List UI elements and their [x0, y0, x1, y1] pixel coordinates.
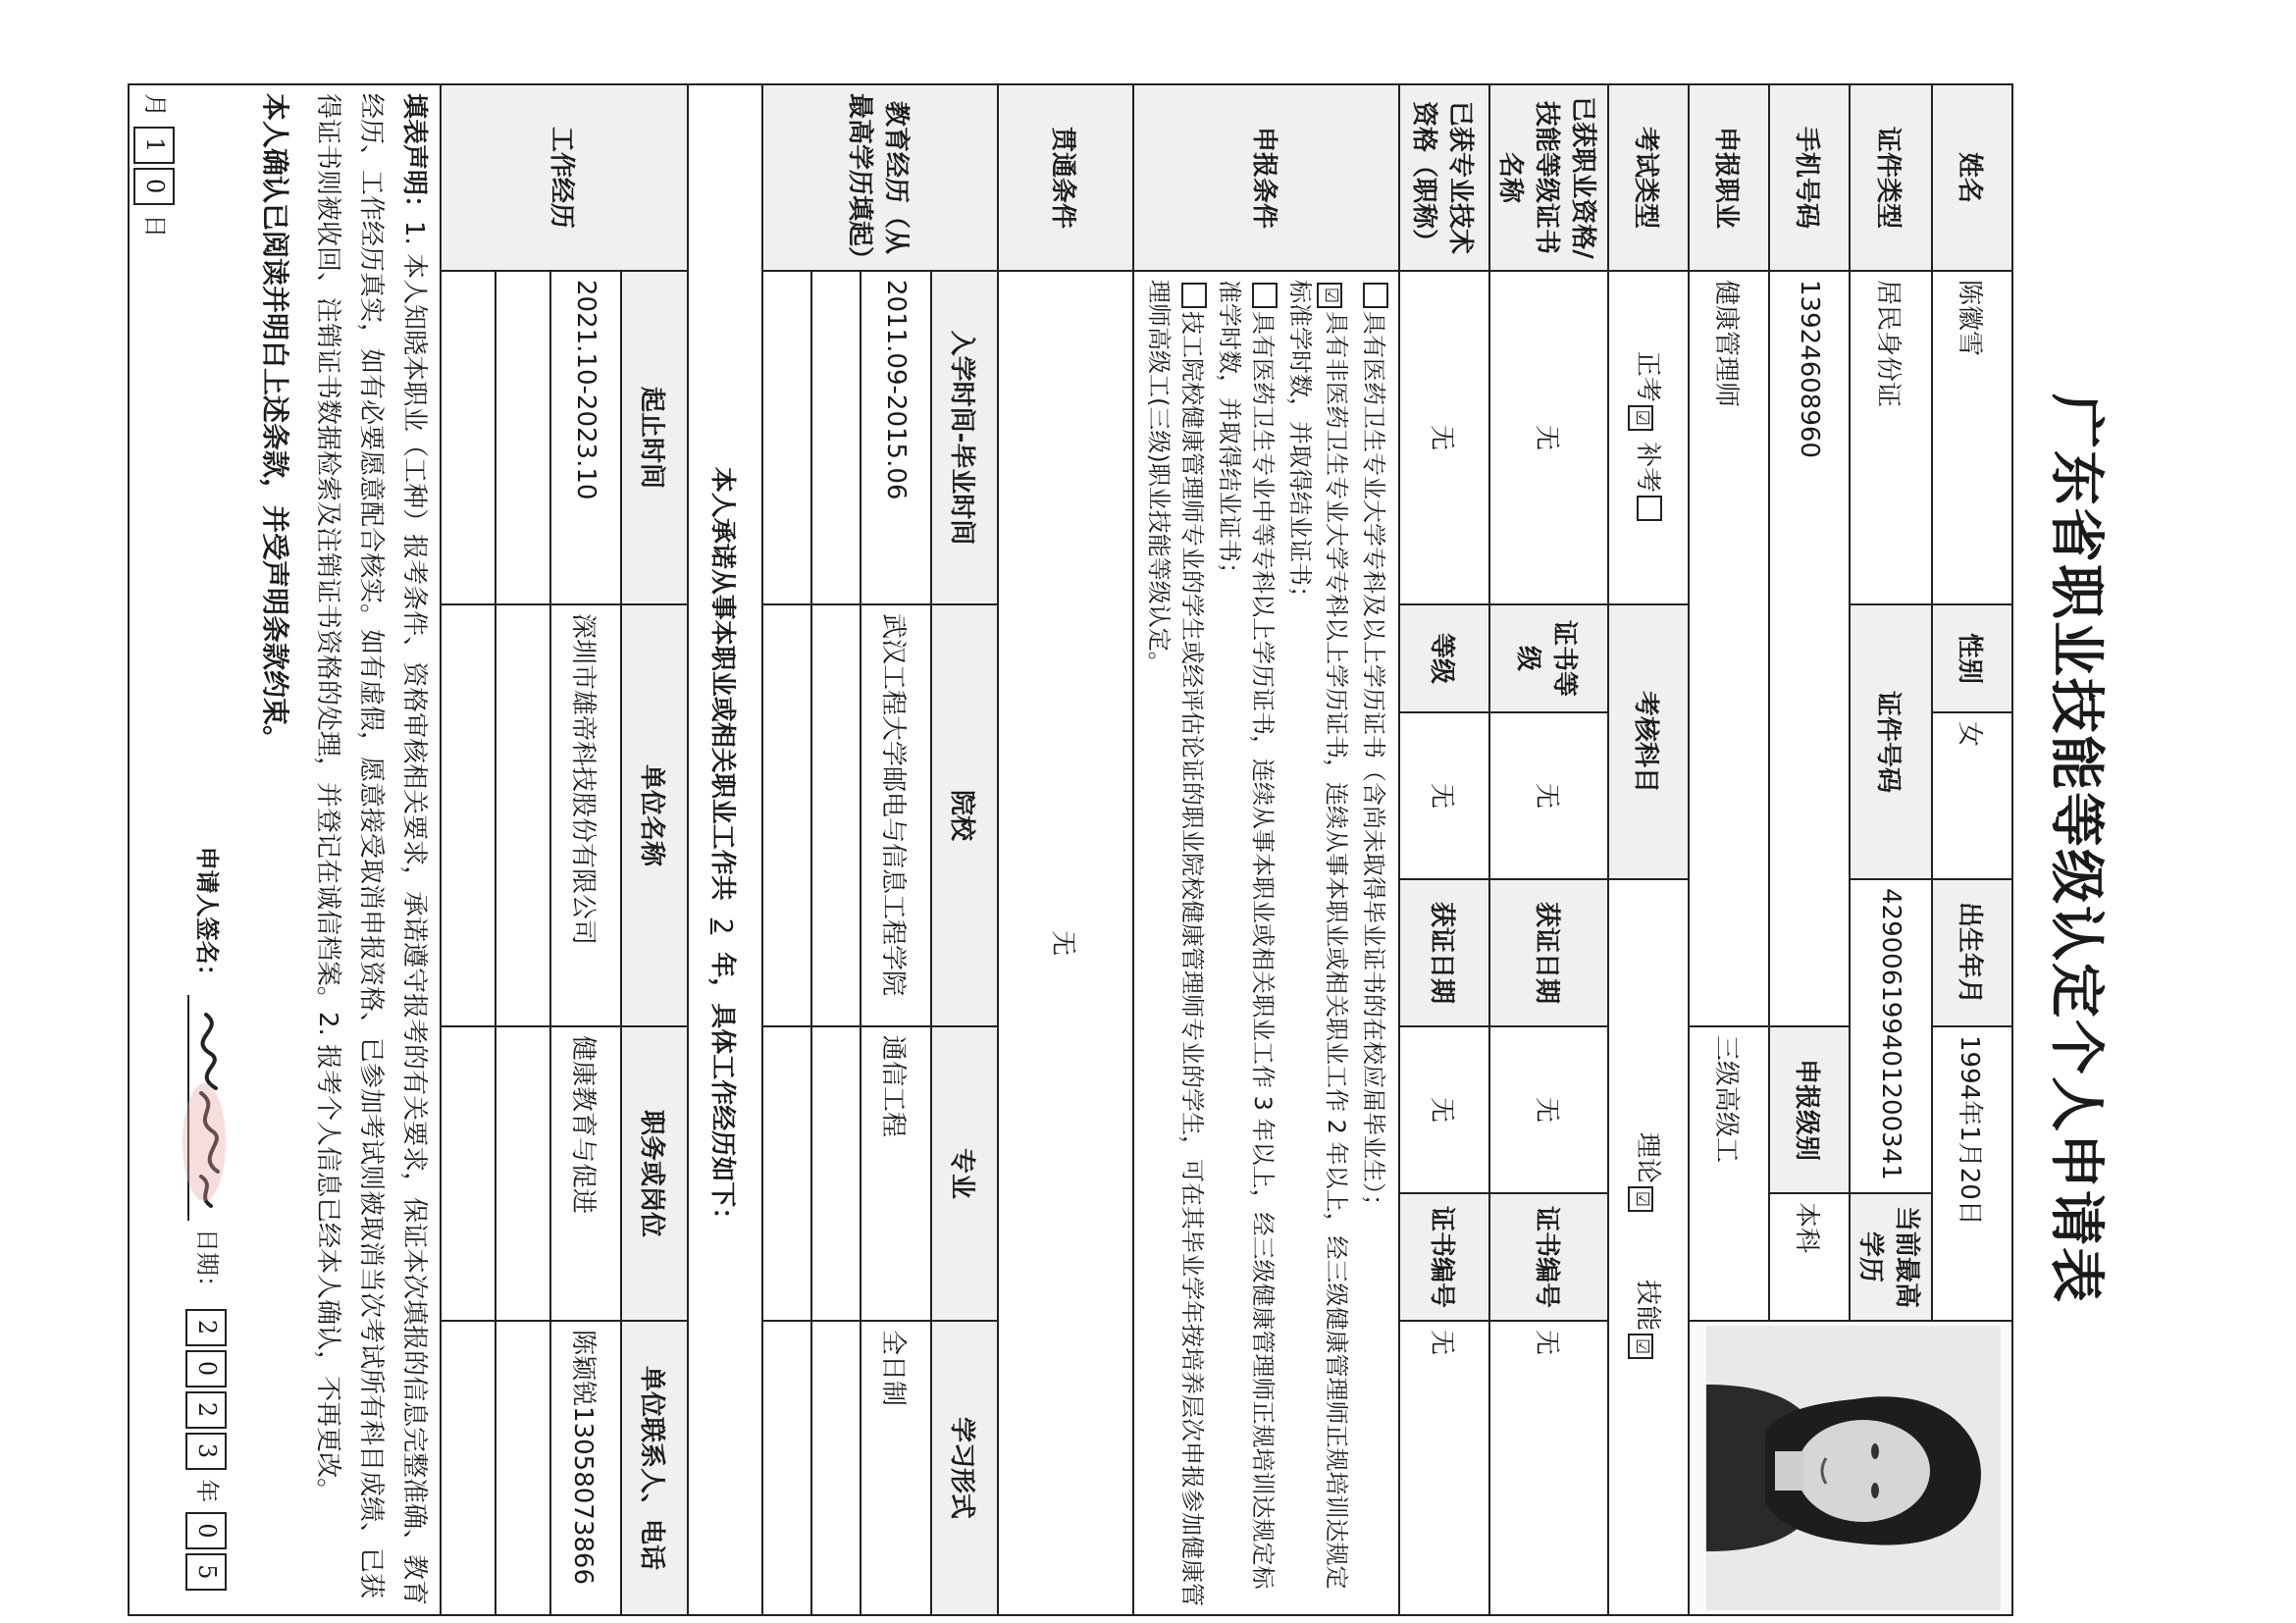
condition-checkbox[interactable]: ☑ [1317, 283, 1342, 308]
work-employer: 深圳市雄帝科技股份有限公司 [550, 604, 621, 1026]
form-title: 广东省职业技能等级认定个人申请表 [2044, 393, 2108, 1304]
date-digit: 3 [185, 1433, 227, 1470]
work-contact [496, 1321, 550, 1615]
vocational-cert-level-label: 证书等级 [1489, 604, 1608, 712]
declaration-block [129, 84, 441, 1615]
year-label: 年 [193, 1479, 221, 1503]
edu-major [811, 1026, 861, 1321]
date-digit: 2 [185, 1391, 227, 1429]
work-period [441, 271, 496, 604]
employer-header: 单位名称 [621, 604, 688, 1026]
month-label: 月 [141, 93, 169, 117]
exam-subject-options [1608, 879, 1689, 1615]
edu-school [762, 604, 811, 1026]
id-number-label: 证件号码 [1850, 604, 1932, 879]
work-contact [441, 1321, 496, 1615]
date-digit: 1 [133, 127, 175, 164]
condition-text: 具有医药卫生专业中等专科以上学历证书，连续从事本职业或相关职业工作 3 年以上，经三级健康管理师正规培训达规定标准学时数，并取得结业证书； [1216, 280, 1277, 1590]
date-digit: 2 [185, 1309, 227, 1346]
prof-title-level: 无 [1399, 712, 1489, 879]
work-position [441, 1026, 496, 1321]
condition-item [1283, 280, 1353, 1606]
skill-label: 技能 [1633, 1280, 1663, 1332]
condition-text: 技工院校健康管理师专业的学生或经评估论证的职业院校健康管理师专业的学生，可在其毕业学年按培养层次申报参加健康管理师高级工(三级)职业技能等级认定。 [1145, 280, 1206, 1606]
prof-title-label: 已获专业技术资格（职称） [1399, 84, 1489, 271]
gender-label: 性别 [1932, 604, 2012, 712]
prof-title-date: 无 [1399, 1026, 1489, 1193]
condition-item [1357, 280, 1390, 1606]
confirmation-text: 本人确认已阅读并明白上述条款，并受声明条款约束。 [259, 93, 291, 754]
edu-major [762, 1026, 811, 1321]
linkage-label: 贯通条件 [998, 84, 1133, 271]
phone-value: 13924608960 [1769, 271, 1850, 1026]
table-row [550, 84, 621, 1615]
phone-label: 手机号码 [1769, 84, 1850, 271]
table-row [861, 84, 931, 1615]
name-label: 姓名 [1932, 84, 2012, 271]
position-header: 职务或岗位 [621, 1026, 688, 1321]
id-type-label: 证件类型 [1850, 84, 1932, 271]
work-contact: 陈颖锐13058073866 [550, 1321, 621, 1615]
conditions-label: 申报条件 [1133, 84, 1399, 271]
name-value: 陈徽雪 [1932, 271, 2012, 604]
contact-header: 单位联系人、电话 [621, 1321, 688, 1615]
edu-period [762, 271, 811, 604]
promise-before: 本人承诺从事本职业或相关职业工作共 [707, 466, 738, 901]
work-employer [441, 604, 496, 1026]
work-history-label: 工作经历 [441, 84, 688, 271]
work-position [496, 1026, 550, 1321]
condition-item [1213, 280, 1279, 1606]
signature-image [177, 995, 235, 1221]
edu-period: 2011.09-2015.06 [861, 271, 931, 604]
education-level-value: 本科 [1769, 1193, 1850, 1321]
study-form-header: 学习形式 [931, 1321, 998, 1615]
gender-value: 女 [1932, 712, 2012, 879]
date-digit: 0 [133, 168, 175, 205]
work-period-header: 起止时间 [621, 271, 688, 604]
theory-label: 理论 [1633, 1131, 1663, 1183]
edu-form [762, 1321, 811, 1615]
declaration-text: 1. 本人知晓本职业（工种）报考条件、资格审核相关要求，承诺遵守报考的有关要求，保证本次填报的信息完整准确、教育经历、工作经历真实，如有必要愿意配合核实。如有虚假，愿意接受取消申报资格、已参加考试则被取消当次考试所有科目成绩、已获得证书则被收回、注销证书数据检索及注销证书资格的处理，并登记在诚信档案。2. 报考个人信息已经本人确认，不再更改。 [313, 93, 429, 1606]
prof-title-name: 无 [1399, 271, 1489, 604]
promise-after: 年，具体工作经历如下： [707, 952, 738, 1233]
occupation-value: 健康管理师 [1689, 271, 1769, 1026]
major-header: 专业 [931, 1026, 998, 1321]
table-row [762, 84, 811, 1615]
regular-exam-checkbox[interactable]: ☑ [1629, 405, 1654, 431]
apply-level-label: 申报级别 [1769, 1026, 1850, 1193]
edu-period [811, 271, 861, 604]
condition-item [1142, 280, 1209, 1606]
edu-form: 全日制 [861, 1321, 931, 1615]
conditions-list [1133, 271, 1399, 1615]
condition-text: 具有非医药卫生专业大学专科以上学历证书，连续从事本职业或相关职业工作 2 年以上，经三级健康管理师正规培训达规定标准学时数，并取得结业证书； [1286, 280, 1350, 1590]
birth-label: 出生年月 [1932, 879, 2012, 1026]
makeup-exam-checkbox[interactable] [1638, 496, 1663, 521]
vocational-cert-name: 无 [1489, 271, 1608, 604]
date-digit: 5 [185, 1553, 227, 1591]
prof-title-no: 无 [1399, 1321, 1489, 1615]
school-header: 院校 [931, 604, 998, 1026]
edu-school: 武汉工程大学邮电与信息工程学院 [861, 604, 931, 1026]
applicant-photo [1689, 1321, 2012, 1615]
work-position: 健康教育与促进 [550, 1026, 621, 1321]
signature-label: 申请人签名： [193, 846, 221, 988]
edu-school [811, 604, 861, 1026]
portrait-image [1707, 1326, 2002, 1610]
day-label: 日 [141, 214, 169, 238]
table-row [811, 84, 861, 1615]
education-level-label: 当前最高学历 [1850, 1193, 1932, 1321]
exam-subject-label: 考核科目 [1608, 604, 1689, 879]
skill-checkbox[interactable]: ☑ [1629, 1334, 1654, 1359]
regular-exam-label: 正考 [1633, 350, 1663, 402]
vocational-cert-level: 无 [1489, 712, 1608, 879]
work-employer [496, 604, 550, 1026]
theory-checkbox[interactable]: ☑ [1629, 1186, 1654, 1212]
linkage-value: 无 [998, 271, 1133, 1615]
application-form [0, 83, 2129, 1614]
work-period [496, 271, 550, 604]
date-digit: 0 [185, 1512, 227, 1549]
promise-years: 2 [707, 917, 738, 935]
table-row [496, 84, 550, 1615]
occupation-label: 申报职业 [1689, 84, 1769, 271]
id-type-value: 居民身份证 [1850, 271, 1932, 604]
condition-checkbox[interactable] [1363, 283, 1388, 308]
date-label: 日期： [193, 1228, 221, 1299]
prof-title-no-label: 证书编号 [1399, 1193, 1489, 1321]
work-period: 2021.10-2023.10 [550, 271, 621, 604]
date-digit: 0 [185, 1350, 227, 1387]
form-table [128, 83, 2013, 1616]
vocational-cert-label: 已获职业资格/技能等级证书名称 [1489, 84, 1608, 271]
work-promise [688, 84, 762, 1615]
apply-level-value: 三级高级工 [1689, 1026, 1769, 1321]
vocational-cert-date-label: 获证日期 [1489, 879, 1608, 1026]
table-row [441, 84, 496, 1615]
id-number-value: 429006199401200341 [1850, 879, 1932, 1193]
signature-row [133, 93, 235, 1606]
declaration-title: 填表声明： [399, 93, 429, 222]
prof-title-level-label: 等级 [1399, 604, 1489, 712]
prof-title-date-label: 获证日期 [1399, 879, 1489, 1026]
edu-major: 通信工程 [861, 1026, 931, 1321]
vocational-cert-date: 无 [1489, 1026, 1608, 1193]
exam-type-options [1608, 271, 1689, 604]
vocational-cert-no: 无 [1489, 1321, 1608, 1615]
edu-form [811, 1321, 861, 1615]
birth-value: 1994年1月20日 [1932, 1026, 2012, 1321]
condition-checkbox[interactable] [1252, 283, 1278, 308]
exam-type-label: 考试类型 [1608, 84, 1689, 271]
condition-checkbox[interactable] [1181, 283, 1207, 308]
condition-text: 具有医药卫生专业大学专科及以上学历证书（含尚未取得毕业证书的在校应届毕业生）； [1360, 311, 1387, 1218]
makeup-exam-label: 补考 [1633, 442, 1663, 494]
vocational-cert-no-label: 证书编号 [1489, 1193, 1608, 1321]
enroll-period-header: 入学时间-毕业时间 [931, 271, 998, 604]
education-history-label: 教育经历（从最高学历填起） [762, 84, 998, 271]
